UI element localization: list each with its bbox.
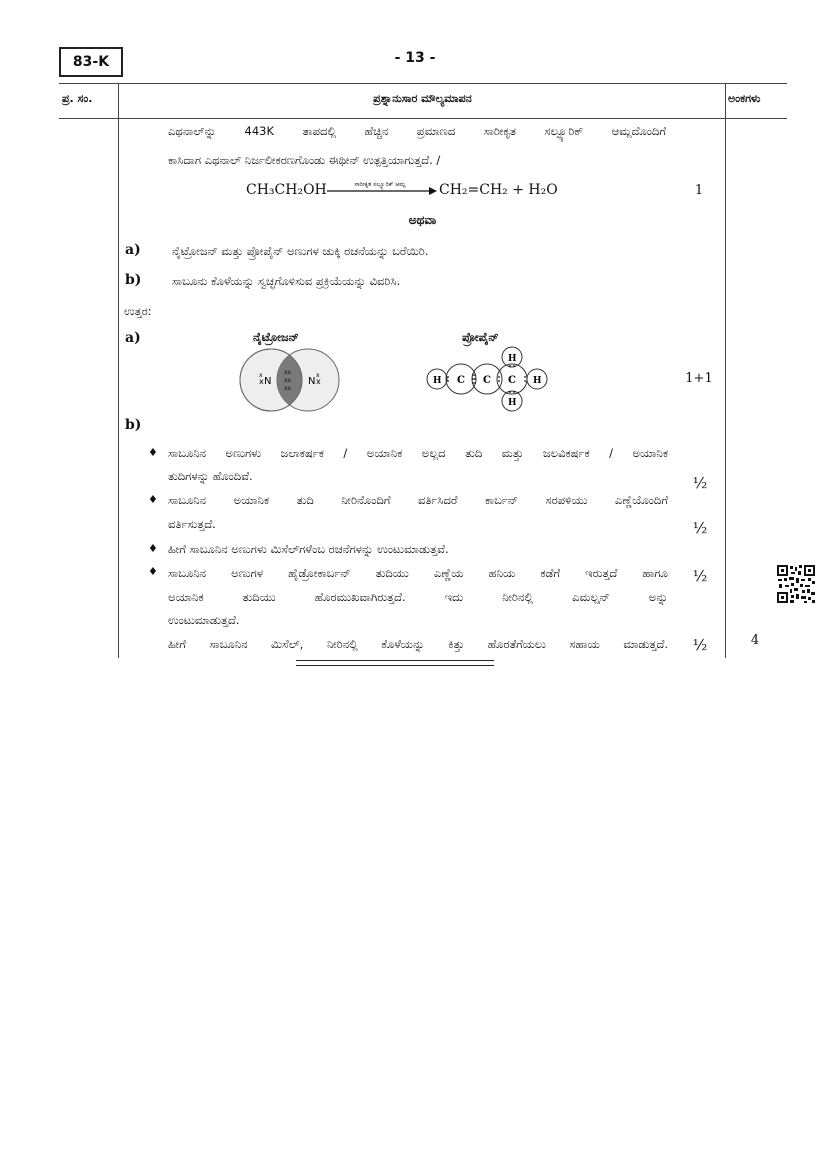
bullet-2-line-1: ಸಾಬೂನಿನ ಅಯಾನಿಕ ತುದಿ ನೀರಿನೊಂದಿಗೆ ವರ್ತಿಸಿದರೆ ಕಾರ್ಬನ್ ಸರಪಳಿಯು ಎಣ್ಣೆಯೊಂದಿಗೆ: [168, 493, 668, 507]
table-top-border: [59, 83, 787, 84]
svg-text:xx: xx: [284, 377, 292, 384]
section-end-double-rule: [296, 660, 494, 666]
bullet-4-line-2: ಅಯಾನಿಕ ತುದಿಯು ಹೊರಮುಖವಾಗಿರುತ್ತದೆ. ಇದು ನೀರಿನಲ್ಲಿ ಎಮಲ್ಷನ್ ಅನ್ನು: [168, 590, 668, 604]
question-a-label: a): [125, 242, 141, 258]
table-header-bottom-border: [59, 118, 787, 119]
bullet-2-mark: ½: [692, 519, 708, 537]
nitrogen-dot-structure: [238, 346, 342, 414]
nitrogen-atom-right: N: [308, 376, 316, 387]
question-b-label: b): [125, 272, 142, 288]
question-a-text: ನೈಟ್ರೋಜನ್ ಮತ್ತು ಪ್ರೋಪೈನ್ ಅಣುಗಳ ಚುಕ್ಕಿ ರಚನೆಯನ್ನು ಬರೆಯಿರಿ.: [172, 244, 429, 258]
svg-text:x: x: [259, 372, 263, 379]
propyne-atom-h4: H: [533, 376, 542, 386]
svg-text:x: x: [259, 377, 264, 386]
equation-lhs: CH₃CH₂OH: [246, 182, 327, 198]
propyne-atom-c1: C: [457, 375, 465, 386]
column-divider-marks: [725, 83, 726, 658]
propyne-atom-c3: C: [508, 375, 516, 386]
svg-text:x: x: [316, 377, 321, 386]
intro-line-1: ಎಥನಾಲ್‌ನ್ನು 443K ತಾಪದಲ್ಲಿ ಹೆಚ್ಚಿನ ಪ್ರಮಾಣದ ಸಾರೀಕೃತ ಸಲ್ಫ್ಯೂರಿಕ್ ಆಮ್ಲದೊಂದಿಗೆ: [168, 124, 666, 138]
intro-mark: 1: [694, 183, 704, 198]
bullet-3-line-1: ಹೀಗೆ ಸಾಬೂನಿನ ಅಣುಗಳು ಮಿಸೆಲ್‌ಗಳೆಂಬ ರಚನೆಗಳನ್ನು ಉಂಟುಮಾಡುತ್ತವೆ.: [168, 542, 449, 556]
nitrogen-diagram-title: ನೈಟ್ರೋಜನ್: [253, 330, 299, 344]
propyne-atom-h1: H: [433, 376, 442, 386]
bullet-1-icon: ♦: [148, 446, 158, 459]
final-line-mark: ½: [692, 636, 708, 654]
svg-text:x: x: [316, 372, 320, 379]
equation-rhs: CH₂=CH₂ + H₂O: [439, 182, 558, 198]
propyne-atom-h3: H: [508, 398, 517, 408]
propyne-atom-h2: H: [508, 354, 517, 364]
header-answer-column: ಪ್ರಶ್ನಾನುಸಾರ ಮೌಲ್ಯಮಾಪನ: [373, 92, 472, 105]
bullet-1-line-1: ಸಾಬೂನಿನ ಅಣುಗಳು ಜಲಾಕರ್ಷಕ / ಅಯಾನಿಕ ಅಲ್ಲದ ತುದಿ ಮತ್ತು ಜಲವಿಕರ್ಷಕ / ಅಯಾನಿಕ: [168, 446, 668, 460]
header-marks-column: ಅಂಕಗಳು: [728, 92, 761, 105]
answer-a-label: a): [125, 330, 141, 346]
intro-line-2: ಕಾಸಿದಾಗ ಎಥನಾಲ್ ನಿರ್ಜಲೀಕರಣಗೊಂಡು ಈಥೀನ್ ಉತ್ಪತ್ತಿಯಾಗುತ್ತದೆ. /: [168, 153, 441, 167]
or-separator: ಅಥವಾ: [408, 213, 437, 227]
bullet-1-mark: ½: [692, 474, 708, 492]
answer-label: ಉತ್ತರ:: [124, 304, 152, 318]
equation-arrow-label: ಸಾರೀಕೃತ ಸಲ್ಫ್ಯೂರಿಕ್ ಆಮ್ಲ: [354, 181, 406, 188]
bullet-3-icon: ♦: [148, 542, 158, 555]
header-question-number: ಪ್ರ. ಸಂ.: [62, 92, 93, 105]
column-divider-qno: [118, 83, 119, 658]
svg-text:xx: xx: [284, 385, 292, 392]
bullet-4-line-3: ಉಂಟುಮಾಡುತ್ತದೆ.: [168, 613, 240, 627]
propyne-atom-c2: C: [483, 375, 491, 386]
propyne-diagram-title: ಪ್ರೋಪೈನ್: [462, 330, 499, 344]
bullet-2-line-2: ವರ್ತಿಸುತ್ತದೆ.: [168, 517, 216, 531]
page-number: - 13 -: [394, 50, 436, 66]
question-b-text: ಸಾಬೂನು ಕೊಳೆಯನ್ನು ಸ್ವಚ್ಛಗೊಳಿಸುವ ಪ್ರಕ್ರಿಯೆಯನ್ನು ವಿವರಿಸಿ.: [172, 274, 401, 288]
answer-b-label: b): [125, 417, 142, 433]
propyne-dot-structure: [426, 346, 550, 412]
bullet-4-mark: ½: [692, 567, 708, 585]
nitrogen-atom-left: N: [264, 376, 272, 387]
total-marks: 4: [750, 633, 760, 648]
answer-a-mark: 1+1: [685, 371, 713, 386]
svg-text:xx: xx: [284, 369, 292, 376]
bullet-4-icon: ♦: [148, 565, 158, 578]
bullet-4-line-1: ಸಾಬೂನಿನ ಅಣುಗಳ ಹೈಡ್ರೋಕಾರ್ಬನ್ ತುದಿಯು ಎಣ್ಣೆಯ ಹನಿಯ ಕಡೆಗೆ ಇರುತ್ತದೆ ಹಾಗೂ: [168, 566, 668, 580]
final-summary-line: ಹೀಗೆ ಸಾಬೂನಿನ ಮಿಸೆಲ್, ನೀರಿನಲ್ಲಿ ಕೊಳೆಯನ್ನು ಕಿತ್ತು ಹೊರತೆಗೆಯಲು ಸಹಾಯ ಮಾಡುತ್ತದೆ.: [168, 637, 668, 651]
reaction-arrow-icon: [327, 186, 437, 196]
qr-code-icon: [777, 565, 815, 603]
bullet-1-line-2: ತುದಿಗಳನ್ನು ಹೊಂದಿವೆ.: [168, 469, 253, 483]
paper-code-box: 83-K: [59, 47, 123, 77]
bullet-2-icon: ♦: [148, 493, 158, 506]
